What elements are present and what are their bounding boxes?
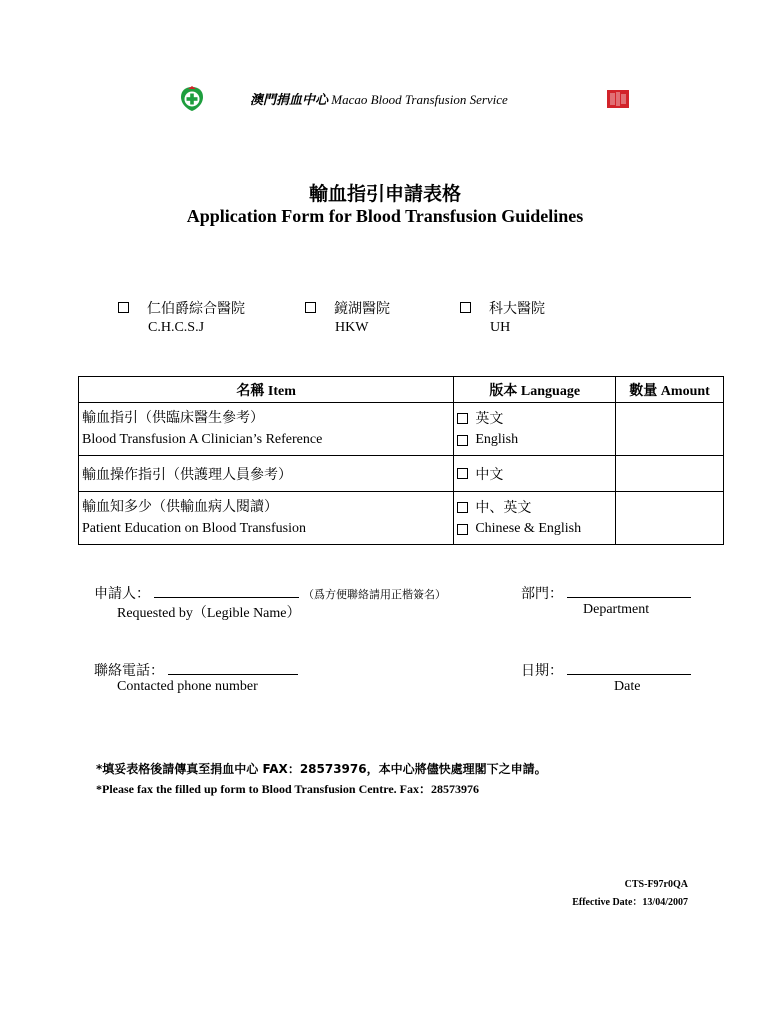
hospital-name-en: HKW	[335, 320, 369, 335]
item-name-en: Blood Transfusion A Clinician’s Reference	[82, 432, 323, 447]
phone-field	[94, 660, 298, 680]
hospital-name-zh: 仁伯爵綜合醫院	[147, 301, 245, 317]
organization-name-zh: 澳門捐血中心	[250, 92, 329, 107]
amount-cell[interactable]	[616, 403, 724, 456]
table-row	[79, 456, 724, 492]
item-name-zh: 輸血操作指引（供護理人員參考）	[82, 466, 292, 483]
effective-date: Effective Date：13/04/2007	[572, 897, 688, 908]
requester-note-zh: （爲方便聯絡請用正楷簽名）	[303, 588, 446, 601]
column-header-language: 版本 Language	[454, 377, 616, 403]
hospital-checkbox-hkw[interactable]	[305, 302, 316, 313]
phone-input-line[interactable]	[168, 662, 298, 675]
hospital-checkbox-uh[interactable]	[460, 302, 471, 313]
hospital-name-zh: 科大醫院	[489, 301, 545, 317]
department-field	[521, 583, 691, 603]
date-label-zh: 日期：	[521, 663, 563, 679]
page-title-en: Application Form for Blood Transfusion Guidelines	[186, 206, 584, 226]
item-cell	[79, 456, 454, 492]
fax-instruction-en: *Please fax the filled up form to Blood Transfusion Centre. Fax：28573976	[96, 782, 479, 796]
language-checkbox[interactable]	[457, 502, 468, 513]
requester-label-zh: 申請人：	[94, 586, 150, 602]
item-name-en: Patient Education on Blood Transfusion	[82, 521, 306, 536]
column-header-item: 名稱 Item	[79, 377, 454, 403]
health-bureau-logo-icon	[606, 88, 630, 110]
amount-cell[interactable]	[616, 492, 724, 545]
table-row	[79, 403, 724, 456]
item-name-zh: 輸血知多少（供輸血病人閱讀）	[82, 499, 278, 515]
date-input-line[interactable]	[567, 662, 691, 675]
blood-service-logo-icon	[179, 86, 205, 112]
language-cell	[454, 456, 616, 492]
language-option[interactable]: 英文	[457, 407, 612, 429]
department-label-zh: 部門：	[521, 586, 563, 602]
hospital-option-chcsj[interactable]	[118, 298, 245, 336]
language-checkbox[interactable]	[457, 468, 468, 479]
date-field	[521, 660, 691, 680]
hospital-option-uh[interactable]	[460, 298, 545, 336]
hospital-name-en: C.H.C.S.J	[148, 320, 205, 335]
language-option[interactable]: English	[457, 429, 612, 451]
language-cell	[454, 403, 616, 456]
item-cell	[79, 492, 454, 545]
hospital-checkbox-chcsj[interactable]	[118, 302, 129, 313]
language-option[interactable]: Chinese & English	[457, 518, 612, 540]
requester-field	[94, 583, 446, 603]
language-option[interactable]: 中、英文	[457, 496, 612, 518]
table-row	[79, 492, 724, 545]
language-checkbox[interactable]	[457, 524, 468, 535]
phone-label-zh: 聯絡電話：	[94, 663, 164, 679]
requester-label-en: Requested by（Legible Name）	[117, 606, 301, 621]
language-checkbox[interactable]	[457, 413, 468, 424]
phone-label-en: Contacted phone number	[117, 679, 258, 694]
item-cell	[79, 403, 454, 456]
table-header-row	[79, 377, 724, 403]
department-label-en: Department	[583, 602, 650, 617]
column-header-amount: 數量 Amount	[616, 377, 724, 403]
amount-cell[interactable]	[616, 456, 724, 492]
hospital-name-zh: 鏡湖醫院	[334, 301, 390, 317]
language-cell	[454, 492, 616, 545]
hospital-option-hkw[interactable]	[305, 298, 390, 336]
form-code: CTS-F97r0QA	[624, 879, 688, 890]
department-input-line[interactable]	[567, 585, 691, 598]
page-title-zh: 輸血指引申請表格	[308, 183, 461, 205]
guidelines-table	[78, 376, 724, 545]
organization-name-en: Macao Blood Transfusion Service	[331, 92, 508, 107]
hospital-name-en: UH	[490, 320, 511, 335]
date-label-en: Date	[614, 679, 641, 694]
language-option[interactable]: 中文	[457, 463, 612, 485]
organization-name	[250, 89, 508, 108]
item-name-zh: 輸血指引（供臨床醫生參考）	[82, 410, 264, 426]
language-checkbox[interactable]	[457, 435, 468, 446]
fax-instruction-zh: *填妥表格後請傳真至捐血中心 FAX：28573976，本中心將儘快處理閣下之申請。	[96, 762, 547, 776]
requester-input-line[interactable]	[154, 585, 299, 598]
